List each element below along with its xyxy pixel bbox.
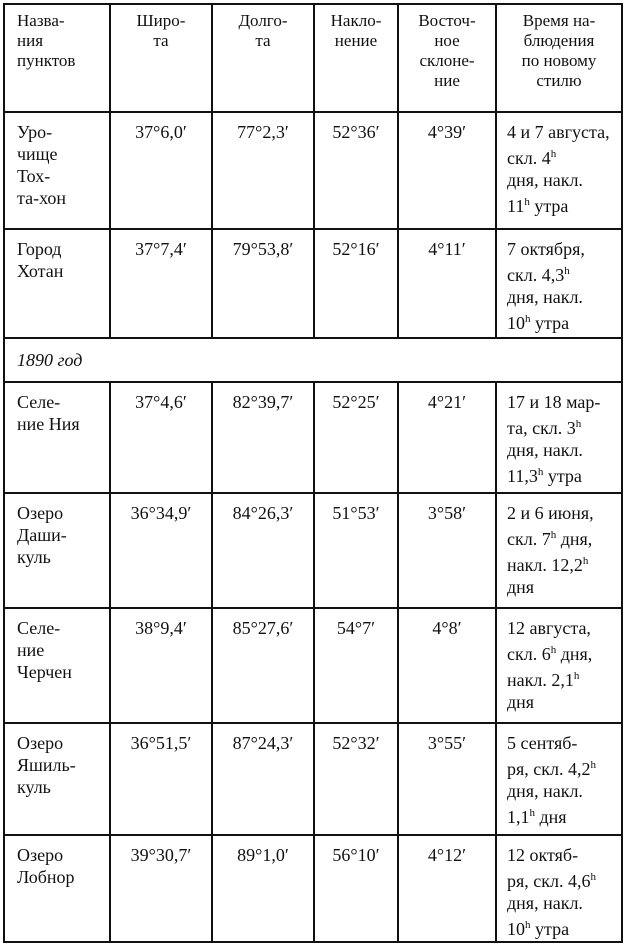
inclination-cell: 51°53′: [314, 493, 398, 608]
place-name-cell: Уро- чище Тох- та-хон: [4, 112, 110, 229]
table-row: [4, 382, 622, 493]
hour-superscript: h: [550, 148, 557, 160]
latitude-cell: 37°4,6′: [110, 382, 212, 493]
time-text: 2 и 6 июня, скл. 7: [507, 503, 594, 549]
hour-superscript: h: [573, 670, 580, 682]
declination-cell: 3°55′: [398, 723, 496, 835]
table-row: [4, 112, 622, 229]
longitude-cell: 84°26,3′: [212, 493, 314, 608]
hour-superscript: h: [525, 313, 531, 325]
time-text: утра: [543, 466, 582, 486]
header-inclination: Накло- нение: [314, 4, 398, 112]
observation-time-cell: [496, 382, 622, 493]
time-text: дня, накл. 12,2: [507, 529, 593, 575]
time-text: 12 октяб- ря, скл. 4,6: [507, 845, 591, 891]
time-text: 7 октября, скл. 4,3: [507, 239, 585, 285]
table-row: [4, 835, 622, 942]
time-text: утра: [529, 196, 569, 216]
time-text: дня, накл. 11,3: [507, 440, 583, 486]
hour-superscript: h: [590, 759, 596, 771]
hour-superscript: h: [582, 555, 589, 567]
declination-cell: 4°12′: [398, 835, 496, 942]
declination-cell: 4°39′: [398, 112, 496, 229]
time-text: дня: [507, 577, 535, 597]
hour-superscript: h: [575, 418, 582, 430]
time-text: дня, накл. 10: [507, 893, 583, 939]
time-text: утра: [530, 919, 570, 939]
inclination-cell: 56°10′: [314, 835, 398, 942]
time-text: 5 сентяб- ря, скл. 4,2: [507, 733, 591, 779]
declination-cell: 4°8′: [398, 608, 496, 723]
place-name-cell: Город Хотан: [4, 229, 110, 338]
longitude-cell: 77°2,3′: [212, 112, 314, 229]
inclination-cell: 54°7′: [314, 608, 398, 723]
observation-time-cell: [496, 112, 622, 229]
latitude-cell: 39°30,7′: [110, 835, 212, 942]
hour-superscript: h: [529, 807, 535, 819]
header-row: [4, 4, 622, 112]
header-name: Назва- ния пунктов: [4, 4, 110, 112]
hour-superscript: h: [537, 466, 544, 478]
declination-cell: 3°58′: [398, 493, 496, 608]
time-text: 4 и 7 августа, скл. 4: [507, 122, 610, 168]
inclination-cell: 52°25′: [314, 382, 398, 493]
observation-time-cell: [496, 493, 622, 608]
time-text: утра: [530, 313, 570, 333]
header-time: Время на- блюдения по новому стилю: [496, 4, 622, 112]
observation-time-cell: [496, 723, 622, 835]
header-latitude: Широ- та: [110, 4, 212, 112]
hour-superscript: h: [550, 529, 557, 541]
time-text: дня, накл. 1,1: [507, 781, 583, 827]
place-name-cell: Озеро Даши- куль: [4, 493, 110, 608]
time-text: дня, накл. 10: [507, 287, 583, 333]
hour-superscript: h: [590, 871, 596, 883]
inclination-cell: 52°32′: [314, 723, 398, 835]
longitude-cell: 82°39,7′: [212, 382, 314, 493]
longitude-cell: 87°24,3′: [212, 723, 314, 835]
latitude-cell: 37°6,0′: [110, 112, 212, 229]
time-text: дня: [535, 807, 567, 827]
inclination-cell: 52°36′: [314, 112, 398, 229]
inclination-cell: 52°16′: [314, 229, 398, 338]
time-text: дня, накл. 2,1: [507, 644, 593, 690]
place-name-cell: Озеро Лобнор: [4, 835, 110, 942]
time-text: 12 августа, скл. 6: [507, 618, 591, 664]
latitude-cell: 38°9,4′: [110, 608, 212, 723]
table-row: [4, 723, 622, 835]
hour-superscript: h: [550, 644, 557, 656]
observation-time-cell: [496, 835, 622, 942]
hour-superscript: h: [524, 196, 530, 208]
longitude-cell: 79°53,8′: [212, 229, 314, 338]
time-text: дня, накл. 11: [507, 170, 583, 216]
latitude-cell: 36°34,9′: [110, 493, 212, 608]
declination-cell: 4°21′: [398, 382, 496, 493]
observation-time-cell: [496, 608, 622, 723]
table-row: [4, 608, 622, 723]
hour-superscript: h: [564, 265, 570, 277]
table-row: [4, 493, 622, 608]
place-name-cell: Селе- ние Черчен: [4, 608, 110, 723]
longitude-cell: 89°1,0′: [212, 835, 314, 942]
latitude-cell: 36°51,5′: [110, 723, 212, 835]
place-name-cell: Селе- ние Ния: [4, 382, 110, 493]
time-text: 17 и 18 мар- та, скл. 3: [507, 392, 601, 438]
header-longitude: Долго- та: [212, 4, 314, 112]
observation-time-cell: [496, 229, 622, 338]
observations-table: [3, 3, 623, 943]
year-label: 1890 год: [4, 338, 622, 382]
hour-superscript: h: [525, 919, 531, 931]
place-name-cell: Озеро Яшиль- куль: [4, 723, 110, 835]
latitude-cell: 37°7,4′: [110, 229, 212, 338]
table-row: [4, 229, 622, 338]
longitude-cell: 85°27,6′: [212, 608, 314, 723]
declination-cell: 4°11′: [398, 229, 496, 338]
time-text: дня: [507, 692, 535, 712]
year-row: [4, 338, 622, 382]
header-declination: Восточ- ное склоне- ние: [398, 4, 496, 112]
